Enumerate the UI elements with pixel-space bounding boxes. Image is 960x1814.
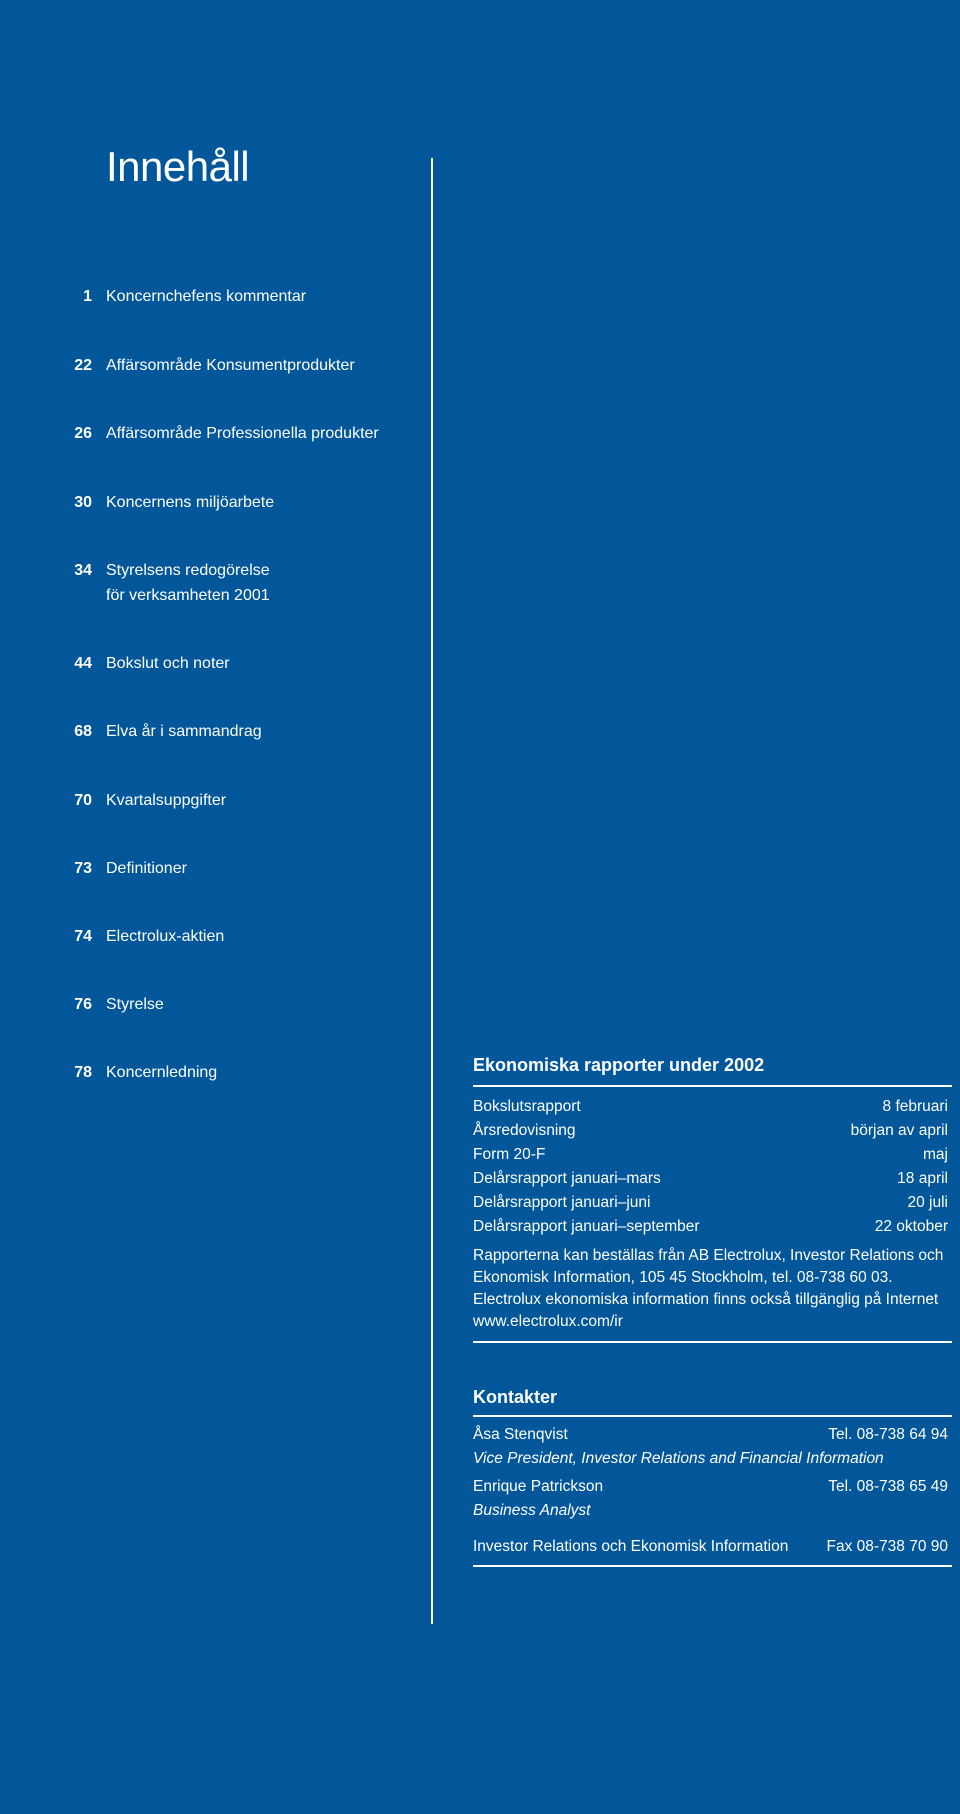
report-row xyxy=(473,1191,948,1215)
report-row xyxy=(473,1143,948,1167)
contact-name: Investor Relations och Ekonomisk Information xyxy=(473,1538,789,1555)
reports-ordering-info xyxy=(473,1245,952,1333)
toc-page-number: 34 xyxy=(74,562,92,579)
toc-label: Koncernens miljöarbete xyxy=(106,494,275,511)
toc-label: Electrolux-aktien xyxy=(106,928,225,945)
toc-label: Affärsområde Professionella produkter xyxy=(106,425,379,442)
report-name: Delårsrapport januari–juni xyxy=(473,1194,651,1211)
toc-label: Elva år i sammandrag xyxy=(106,723,262,740)
reports-heading: Ekonomiska rapporter under 2002 xyxy=(473,1055,765,1075)
reports-rule-bottom xyxy=(473,1341,952,1343)
toc-label: Koncernchefens kommentar xyxy=(106,288,307,305)
report-name: Bokslutsrapport xyxy=(473,1098,581,1115)
toc-label: Kvartalsuppgifter xyxy=(106,792,227,809)
report-date: 18 april xyxy=(897,1170,948,1187)
toc-page-number: 74 xyxy=(74,928,92,945)
toc-page-number: 73 xyxy=(74,860,92,877)
report-row xyxy=(473,1095,948,1119)
toc-label: Koncernledning xyxy=(106,1064,218,1081)
toc-label: Styrelse xyxy=(106,996,164,1013)
toc-page-number: 26 xyxy=(74,425,92,442)
toc-page-number: 78 xyxy=(74,1064,92,1081)
report-date: början av april xyxy=(850,1122,948,1139)
toc-page-number: 1 xyxy=(83,288,92,305)
report-date: 22 oktober xyxy=(874,1218,948,1235)
report-date: 8 februari xyxy=(882,1098,948,1115)
report-date: 20 juli xyxy=(907,1194,948,1211)
vertical-divider xyxy=(431,158,433,1624)
toc-label: Affärsområde Konsumentprodukter xyxy=(106,357,355,374)
toc-page-number: 68 xyxy=(74,723,92,740)
toc-page-number: 44 xyxy=(74,655,92,672)
report-row xyxy=(473,1119,948,1143)
contact-fax: Fax 08-738 70 90 xyxy=(826,1538,948,1555)
contact-role: Business Analyst xyxy=(473,1502,591,1519)
contact-entry xyxy=(473,1423,948,1471)
reports-list xyxy=(473,1095,948,1239)
table-of-contents xyxy=(0,0,420,1814)
toc-label xyxy=(106,558,416,608)
report-name: Delårsrapport januari–mars xyxy=(473,1170,661,1187)
contacts-rule-bottom xyxy=(473,1565,952,1567)
toc-label: Bokslut och noter xyxy=(106,655,230,672)
contact-role: Vice President, Investor Relations and Financial Information xyxy=(473,1450,884,1467)
paragraph-line: Electrolux ekonomiska information finns också tillgänglig på Internet xyxy=(473,1291,939,1308)
contact-entry xyxy=(473,1535,948,1559)
report-name: Årsredovisning xyxy=(473,1122,576,1139)
contact-entry xyxy=(473,1475,948,1523)
report-name: Form 20-F xyxy=(473,1146,546,1163)
reports-rule-top xyxy=(473,1085,952,1087)
toc-page-number: 22 xyxy=(74,357,92,374)
toc-page-number: 30 xyxy=(74,494,92,511)
paragraph-line: Rapporterna kan beställas från AB Electrolux, Investor Relations och xyxy=(473,1247,944,1264)
report-date: maj xyxy=(923,1146,948,1163)
page-title: Innehåll xyxy=(106,143,250,190)
contact-name: Åsa Stenqvist xyxy=(473,1426,568,1443)
toc-label: Definitioner xyxy=(106,860,187,877)
report-row xyxy=(473,1215,948,1239)
contact-phone: Tel. 08-738 65 49 xyxy=(828,1478,948,1495)
contacts-heading: Kontakter xyxy=(473,1387,558,1407)
contacts-rule-top xyxy=(473,1415,952,1417)
website-link[interactable]: www.electrolux.com/ir xyxy=(473,1313,623,1330)
contact-phone: Tel. 08-738 64 94 xyxy=(828,1426,948,1443)
toc-page-number: 76 xyxy=(74,996,92,1013)
toc-page-number: 70 xyxy=(74,792,92,809)
paragraph-line: Ekonomisk Information, 105 45 Stockholm, tel. 08-738 60 03. xyxy=(473,1269,893,1286)
toc-label-line-1: Styrelsens redogörelse xyxy=(106,562,270,579)
report-row xyxy=(473,1167,948,1191)
toc-label-line-2: för verksamheten 2001 xyxy=(106,587,270,604)
contact-name: Enrique Patrickson xyxy=(473,1478,604,1495)
report-name: Delårsrapport januari–september xyxy=(473,1218,700,1235)
